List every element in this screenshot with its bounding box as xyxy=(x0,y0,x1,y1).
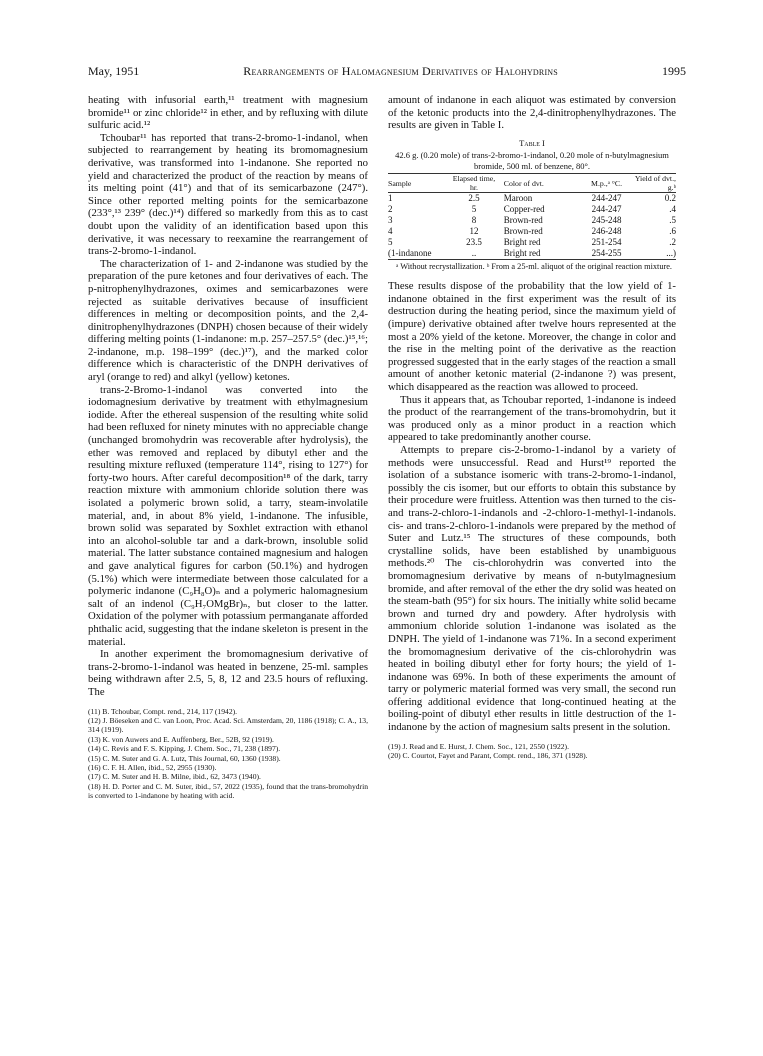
table-caption: Table I xyxy=(519,137,545,148)
footnote: (17) C. M. Suter and H. B. Milne, ibid., 62, 3473 (1940). xyxy=(88,772,261,782)
table-cell: Bright red xyxy=(498,248,579,260)
paragraph: heating with infusorial earth,¹¹ treatment with magnesium bromide¹¹ or zinc chloride¹² in ether, and by refluxing with dilute sulfuric acid.¹² xyxy=(88,94,368,132)
table-cell: Brown-red xyxy=(503,215,543,226)
table-cell: 2.5 xyxy=(468,193,480,204)
running-title: Rearrangements of Halomagnesium Derivatives of Halohydrins xyxy=(243,64,558,78)
right-column xyxy=(388,94,676,760)
table-cell: 8 xyxy=(471,215,477,226)
table-header: Sample xyxy=(388,174,450,193)
footnotes xyxy=(88,707,368,801)
table-cell: 254-255 xyxy=(579,248,635,260)
table-cell: Bright red xyxy=(503,237,541,248)
footnote: (12) J. Böeseken and C. van Loon, Proc. Acad. Sci. Amsterdam, 20, 1186 (1918); C. A., 13, 314 (1919). xyxy=(88,715,368,735)
paragraph: The characterization of 1- and 2-indanone was studied by the preparation of the pure ketones and four derivatives of each. The p-nitrophenylhydrazones, oximes and semicarbazones were rejected as suitable derivatives because of insufficient differences in melting or decomposition points, and the 2,4-dinitrophenylhydrazones (DNPH) chosen because of their widely differing melting points (1-indanone: m.p. 257–257.5° (dec.)¹⁵,¹⁶; 2-indanone, m.p. 198–199° (dec.)¹⁷), and the marked color difference which is characteristic of the DNPH derivatives of aryl (orange to red) and alkyl (yellow) ketones. xyxy=(88,257,368,384)
footnote: (20) C. Courtot, Fayet and Parant, Compt. rend., 186, 371 (1928). xyxy=(388,751,588,761)
table-header: M.p.,ᵃ °C. xyxy=(579,174,635,193)
table-cell: 5 xyxy=(471,204,477,215)
table-cell: 5 xyxy=(388,237,393,248)
paragraph: Tchoubar¹¹ has reported that trans-2-bromo-1-indanol, when subjected to rearrangement by heating its bromomagnesium derivative, was transformed into 1-indanone. She reported no yield and characterized the product of the reaction by means of its melting point (41°) and that of its semicarbazone (247°). Since other reported melting points for the semicarbazone (233°,¹³ 239° (dec.)¹⁴) differed so markedly from this as to cast doubt upon the validity of an identification based upon this derivative, it was necessary to reexamine the rearrangement of trans-2-bromo-1-indanol. xyxy=(88,131,368,258)
table-row xyxy=(388,215,676,226)
table-cell: 4 xyxy=(388,226,393,237)
table-cell: 246-248 xyxy=(591,226,622,237)
table-cell: .6 xyxy=(669,226,676,237)
footnote: (11) B. Tchoubar, Compt. rend., 214, 117 (1942). xyxy=(88,706,238,716)
table-cell: 251-254 xyxy=(591,237,622,248)
table-cell: Brown-red xyxy=(503,226,543,237)
table-cell: (1-indanone xyxy=(388,248,450,260)
table-cell: 2 xyxy=(388,204,393,215)
page-number: 1995 xyxy=(661,64,686,78)
table-cell: 12 xyxy=(469,226,479,237)
table-cell: Maroon xyxy=(503,193,533,204)
paragraph: In another experiment the bromomagnesium derivative of trans-2-bromo-1-indanol was heated in benzene, 25-ml. samples being withdrawn after 2.5, 5, 8, 12 and 23.5 hours of refluxing. The xyxy=(88,648,368,698)
table-cell: ...) xyxy=(635,248,676,260)
table-cell: 23.5 xyxy=(466,237,482,248)
table-cell: 3 xyxy=(388,215,393,226)
data-table xyxy=(388,173,676,260)
table-cell: 244-247 xyxy=(591,193,622,204)
table-header: Yield of dvt., g.ᵇ xyxy=(634,174,676,193)
footnote: (15) C. M. Suter and G. A. Lutz, This Journal, 60, 1360 (1938). xyxy=(88,753,281,763)
page-header xyxy=(88,64,686,79)
table-row xyxy=(388,226,676,237)
table-cell: .2 xyxy=(669,237,676,248)
table-note: 42.6 g. (0.20 mole) of trans-2-bromo-1-indanol, 0.20 mole of n-butylmagnesium bromide, 500 ml. of benzene, 80°. xyxy=(395,150,669,171)
table-cell: .. xyxy=(450,248,498,260)
table-row xyxy=(388,204,676,215)
table-header: Elapsed time, hr. xyxy=(450,174,498,193)
table-cell: .4 xyxy=(669,204,676,215)
table-footnote: ᵃ Without recrystallization. ᵇ From a 25-ml. aliquot of the original reaction mixture. xyxy=(396,262,673,272)
table-row xyxy=(388,248,676,260)
paragraph: trans-2-Bromo-1-indanol was converted into the iodomagnesium derivative by treatment with ethylmagnesium iodide. After the ethereal suspension of the resulting white solid had been refluxed for ninety minutes with no appreciable change (unchanged bromohydrin was recoverable after hydrolysis), the ether was removed and replaced by dibutyl ether and the resulting mixture refluxed (temperature 114°, rising to 127°) for forty-two hours. After careful decomposition¹⁸ of the dark, tarry reaction mixture with ammonium chloride solution there was isolated a polymeric brown solid, a tarry, steam-involatile material, and, in about 8% yield, 1-indanone. The infusible, brown solid was separated by Soxhlet extraction with ethanol into an alcohol-soluble tar and a dark-brown, insoluble solid material. The latter substance contained magnesium and halogen and gave analytical figures for carbon (50.1%) and hydrogen (5.1%) which were intermediate between those calculated for a polymeric indanone (C₉H₈O)ₙ and a polymeric halomagnesium salt of an indenol (C₉H₇OMgBr)ₙ, but closer to the latter. Oxidation of the polymer with potassium permanganate afforded phthalic acid, suggesting that the indane skeleton is present in the material. xyxy=(88,383,368,648)
paragraph: amount of indanone in each aliquot was estimated by conversion of the ketonic products into the 2,4-dinitrophenylhydrazones. The results are given in Table I. xyxy=(388,94,676,132)
footnote: (14) C. Revis and F. S. Kipping, J. Chem. Soc., 71, 238 (1897). xyxy=(88,744,281,754)
paragraph: These results dispose of the probability that the low yield of 1-indanone obtained in the first experiment was the result of its destruction during the heating period, since the maximum yield of (impure) derivative obtained after twelve hours represented at the most a 20% yield of the ketone. Moreover, the change in color and the rise in the melting point of the derivative as the reaction progressed suggested that in the early stages of the reaction a small amount of another ketonic material (2-indanone ?) was present, which disappeared as the reaction was allowed to proceed. xyxy=(388,280,676,394)
paragraph: Thus it appears that, as Tchoubar reported, 1-indanone is indeed the product of the rearrangement of the trans-bromohydrin, but it was produced only as a minor product in a reaction which appeared to take predominantly another course. xyxy=(388,393,676,444)
left-column xyxy=(88,94,368,801)
table-row xyxy=(388,237,676,248)
table-cell: 244-247 xyxy=(591,204,622,215)
table-header: Color of dvt. xyxy=(498,174,579,193)
table-cell: 245-248 xyxy=(591,215,622,226)
header-date: May, 1951 xyxy=(88,64,140,78)
footnote: (18) H. D. Porter and C. M. Suter, ibid., 57, 2022 (1935), found that the trans-bromohydrin is converted to 1-indanone by heating with acid. xyxy=(88,781,368,801)
footnotes xyxy=(388,742,676,761)
table-cell: .5 xyxy=(669,215,676,226)
footnote: (19) J. Read and E. Hurst, J. Chem. Soc., 121, 2550 (1922). xyxy=(388,741,569,751)
table-cell: 1 xyxy=(388,193,393,204)
table-cell: 0.2 xyxy=(664,193,676,204)
footnote: (13) K. von Auwers and E. Auffenberg, Ber., 52B, 92 (1919). xyxy=(88,734,274,744)
table-cell: Copper-red xyxy=(503,204,545,215)
paragraph: Attempts to prepare cis-2-bromo-1-indanol by a variety of methods were unsuccessful. Read and Hurst¹⁹ reported the isolation of a substance isomeric with trans-2-bromo-1-indanol, possibly the cis isomer, but our efforts to obtain this substance by their procedure were fruitless. Attention was then turned to the cis- and trans-2-chloro-1-indanols and -2-chloro-1-methyl-1-indanols. cis- and trans-2-chloro-1-indanols were prepared by the method of Suter and Lutz.¹⁵ The structures of these compounds, both crystalline solids, have been established by unambiguous methods.²⁰ The cis-chlorohydrin was converted into the bromomagnesium derivative by means of n-butylmagnesium bromide, and after removal of the ether the dry solid was heated on the steam-bath (95°) for six hours. The initially white solid became brown and turned dry and powdery. After hydrolysis with ammonium chloride solution 1-indanone was isolated as the DNPH. The yield of 1-indanone was 71%. In a second experiment the bromomagnesium derivative of the cis-chlorohydrin was heated in boiling dibutyl ether for forty hours; the yield of 1-indanone was 69%. In both of these experiments the amount of tarry or polymeric material formed was very small, the second run offering additional evidence that long-continued heating at the boiling-point of dibutyl ether results in little destruction of the 1-indanone by the action of magnesium salts present in the solution. xyxy=(388,444,676,734)
table-row xyxy=(388,193,676,205)
footnote: (16) C. F. H. Allen, ibid., 52, 2955 (1930). xyxy=(88,762,217,772)
